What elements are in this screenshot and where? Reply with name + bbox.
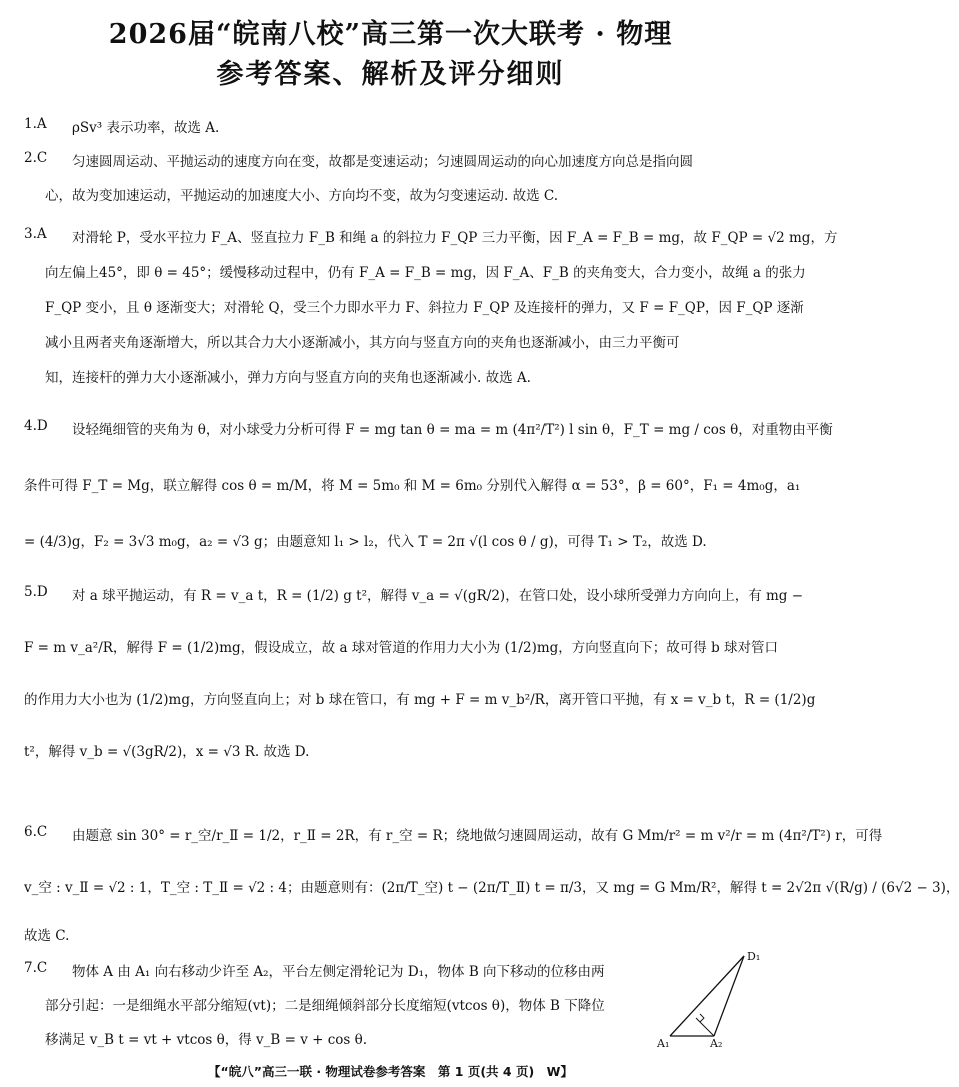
answer-line: F_QP 变小，且 θ 逐渐变大；对滑轮 Q，受三个力即水平力 F、斜拉力 F_QP 及连接杆的弹力，又 F = F_QP，因 F_QP 逐渐 <box>45 300 804 316</box>
perpendicular-line <box>696 1018 714 1036</box>
answer-line: v_空 : v_Ⅱ = √2 : 1，T_空 : T_Ⅱ = √2 : 4；由题意则有：(2π/T_空) t − (2π/T_Ⅱ) t = π/3，又 mg = G Mm/R²，解得 t = 2√2π √(R/g) / (6√2 − 3)， <box>24 880 959 896</box>
answer-number: 5.D <box>24 584 48 600</box>
answer-number: 7.C <box>24 960 48 976</box>
answer-line: 移满足 v_B t = vt + vtcos θ，得 v_B = v + cos θ. <box>45 1032 368 1048</box>
answer-line: ρSv³ 表示功率，故选 A. <box>72 120 220 136</box>
answer-line: t²，解得 v_b = √(3gR/2)，x = √3 R. 故选 D. <box>24 744 310 760</box>
rope-line-a2 <box>714 956 744 1036</box>
answer-line: 心，故为变加速运动，平抛运动的加速度大小、方向均不变，故为匀变速运动. 故选 C. <box>45 188 559 204</box>
answer-line: 由题意 sin 30° = r_空/r_Ⅱ = 1/2，r_Ⅱ = 2R，有 r_空 = R；绕地做匀速圆周运动，故有 G Mm/r² = m v²/r = m (4π²/T²) r，可得 <box>72 828 883 844</box>
answer-number: 1.A <box>24 116 47 132</box>
answer-line: 对滑轮 P，受水平拉力 F_A、竖直拉力 F_B 和绳 a 的斜拉力 F_QP 三力平衡，因 F_A = F_B = mg，故 F_QP = √2 mg，方 <box>72 230 838 246</box>
label-d1: D₁ <box>747 950 761 963</box>
answer-line: 的作用力大小也为 (1/2)mg，方向竖直向上；对 b 球在管口，有 mg + F = m v_b²/R，离开管口平抛，有 x = v_b t，R = (1/2)g <box>24 692 816 708</box>
pulley-geometry-figure <box>652 948 762 1048</box>
label-a1: A₁ <box>657 1037 670 1050</box>
answer-number: 4.D <box>24 418 48 434</box>
answer-number: 2.C <box>24 150 48 166</box>
label-a2: A₂ <box>710 1037 723 1050</box>
answer-line: F = m v_a²/R，解得 F = (1/2)mg，假设成立，故 a 球对管道的作用力大小为 (1/2)mg，方向竖直向下；故可得 b 球对管口 <box>24 640 779 656</box>
page-footer: 【“皖八”高三一联 · 物理试卷参考答案 第 1 页(共 4 页) W】 <box>208 1064 573 1079</box>
right-angle-mark <box>700 1014 704 1022</box>
answer-number: 6.C <box>24 824 48 840</box>
answer-line: 条件可得 F_T = Mg，联立解得 cos θ = m/M，将 M = 5m₀ 和 M = 6m₀ 分别代入解得 α = 53°，β = 60°，F₁ = 4m₀g，a₁ <box>24 478 801 494</box>
answer-line: = (4/3)g，F₂ = 3√3 m₀g，a₂ = √3 g；由题意知 l₁ > l₂，代入 T = 2π √(l cos θ / g)，可得 T₁ > T₂，故选 D. <box>24 534 707 550</box>
answer-line: 知，连接杆的弹力大小逐渐减小，弹力方向与竖直方向的夹角也逐渐减小. 故选 A. <box>45 370 531 386</box>
answer-line: 向左偏上45°，即 θ = 45°；缓慢移动过程中，仍有 F_A = F_B = mg，因 F_A、F_B 的夹角变大，合力变小，故绳 a 的张力 <box>45 265 806 281</box>
answer-line: 物体 A 由 A₁ 向右移动少许至 A₂，平台左侧定滑轮记为 D₁，物体 B 向下移动的位移由两 <box>72 964 605 980</box>
answer-line: 故选 C. <box>24 928 70 944</box>
answer-number: 3.A <box>24 226 47 242</box>
document-title: 2026届“皖南八校”高三第一次大联考 · 物理 <box>108 19 673 50</box>
answer-line: 匀速圆周运动、平抛运动的速度方向在变，故都是变速运动；匀速圆周运动的向心加速度方向总是指向圆 <box>72 154 693 170</box>
answer-line: 设轻绳细管的夹角为 θ，对小球受力分析可得 F = mg tan θ = ma = m (4π²/T²) l sin θ，F_T = mg / cos θ，对重物由平衡 <box>72 422 833 438</box>
document-subtitle: 参考答案、解析及评分细则 <box>216 59 565 90</box>
answer-line: 部分引起：一是细绳水平部分缩短(vt)；二是细绳倾斜部分长度缩短(vtcos θ)，物体 B 下降位 <box>45 998 605 1014</box>
answer-line: 减小且两者夹角逐渐增大，所以其合力大小逐渐减小，其方向与竖直方向的夹角也逐渐减小，由三力平衡可 <box>45 335 680 351</box>
answer-line: 对 a 球平抛运动，有 R = v_a t，R = (1/2) g t²，解得 v_a = √(gR/2)，在管口处，设小球所受弹力方向向上，有 mg − <box>72 588 804 604</box>
rope-line-a1 <box>670 956 744 1036</box>
